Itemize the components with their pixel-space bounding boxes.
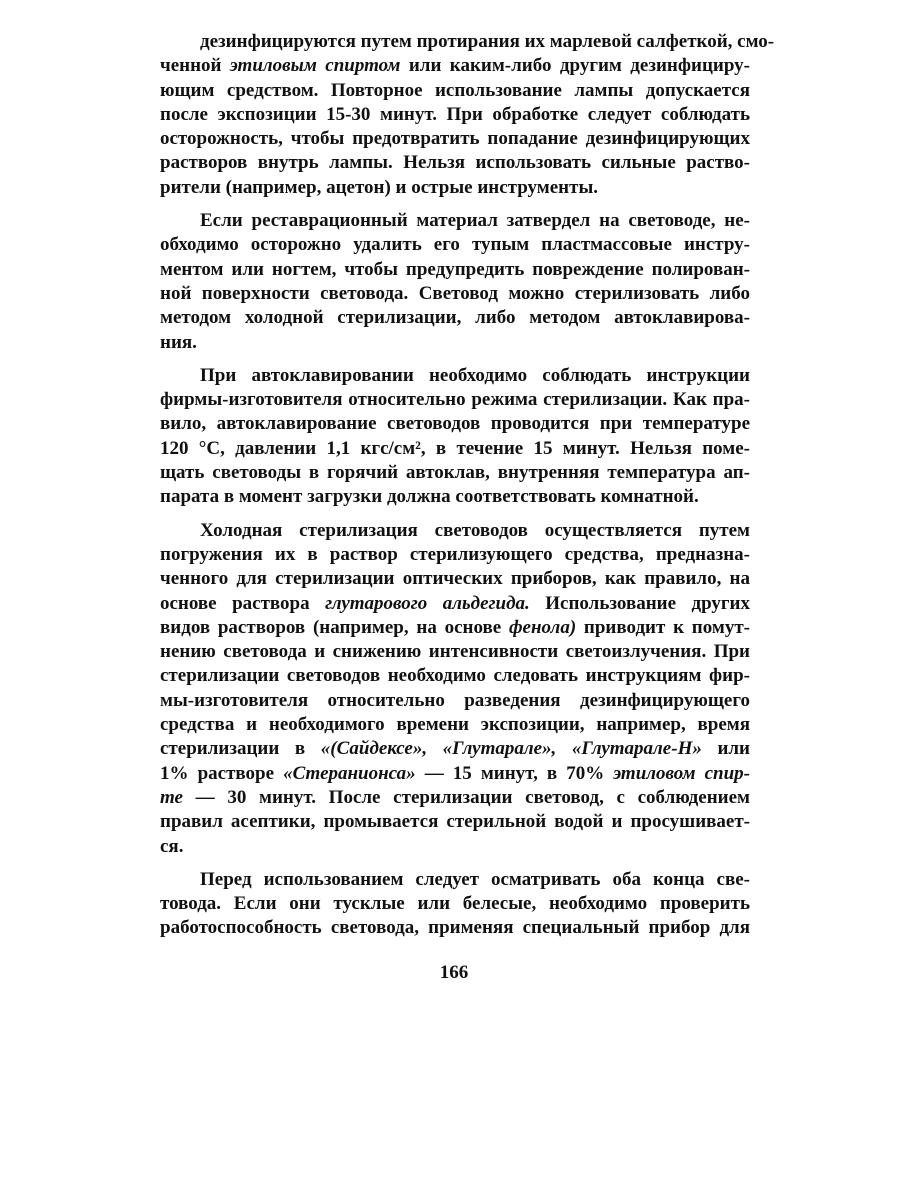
text-line	[160, 209, 750, 233]
text-run: или каким-либо другим дезинфициру-	[400, 55, 750, 77]
text-run: фирмы-изготовителя относительно режима стерилизации. Как пра-	[160, 389, 750, 411]
text-line	[160, 868, 750, 892]
text-run: Использование других	[529, 592, 750, 614]
text-line	[160, 810, 750, 834]
text-line	[160, 461, 750, 485]
text-line	[160, 689, 750, 713]
text-run: ющим средством. Повторное использование лампы допускается	[160, 79, 750, 101]
text-run: товода. Если они тусклые или белесые, необходимо проверить	[160, 893, 750, 915]
paragraph	[160, 868, 750, 941]
italic-term: те	[160, 786, 183, 808]
text-run: вило, автоклавирование световодов проводится при температуре	[160, 413, 750, 435]
text-run: ния.	[160, 331, 197, 353]
italic-term: «Стеранионса»	[283, 762, 416, 784]
text-run: ментом или ногтем, чтобы предупредить повреждение полирован-	[160, 258, 750, 280]
text-run: приводит к помут-	[576, 616, 750, 638]
text-line	[160, 331, 750, 355]
text-run: средства и необходимого времени экспозиции, например, время	[160, 714, 750, 736]
text-run: или	[701, 738, 750, 760]
text-run: погружения их в раствор стерилизующего средства, предназна-	[160, 543, 750, 565]
paragraph	[160, 30, 775, 200]
text-line	[160, 233, 750, 257]
text-line	[160, 762, 750, 786]
italic-term: этиловом спир-	[613, 762, 751, 784]
paragraph	[160, 209, 750, 355]
text-line	[160, 412, 750, 436]
body-text	[160, 30, 775, 950]
text-run: после экспозиции 15-30 минут. При обработке следует соблюдать	[160, 103, 750, 125]
text-run: осторожность, чтобы предотвратить попадание дезинфицирующих	[160, 128, 750, 150]
text-line	[160, 54, 750, 78]
italic-term: «(Сайдексе», «Глутарале», «Глутарале-Н»	[320, 738, 702, 760]
text-line	[160, 364, 750, 388]
text-line	[160, 640, 750, 664]
text-run: При автоклавировании необходимо соблюдать инструкции	[200, 364, 750, 386]
text-line	[160, 616, 750, 640]
text-run: ченной	[160, 55, 230, 77]
text-run: видов растворов (например, на основе	[160, 616, 509, 638]
text-run: парата в момент загрузки должна соответствовать комнатной.	[160, 486, 699, 508]
text-line	[160, 127, 750, 151]
text-run: дезинфицируются путем протирания их марлевой салфеткой, смо-	[200, 31, 775, 52]
text-run: ной поверхности световода. Световод можно стерилизовать либо	[160, 282, 750, 304]
text-run: Холодная стерилизация световодов осуществляется путем	[200, 519, 750, 541]
text-run: основе раствора	[160, 592, 326, 614]
text-run: мы-изготовителя относительно разведения дезинфицирующего	[160, 689, 750, 711]
text-line	[160, 306, 750, 330]
text-run: 1% растворе	[160, 762, 284, 784]
text-run: — 15 минут, в 70%	[415, 762, 614, 784]
text-line	[160, 176, 750, 200]
text-run: стерилизации световодов необходимо следовать инструкциям фир-	[160, 665, 750, 687]
text-line	[160, 30, 775, 54]
text-line	[160, 786, 750, 810]
text-run: Если реставрационный материал затвердел на световоде, не-	[200, 210, 750, 232]
text-line	[160, 282, 750, 306]
text-run: рители (например, ацетон) и острые инструменты.	[160, 176, 599, 198]
text-run: щать световоды в горячий автоклав, внутренняя температура ап-	[160, 462, 750, 484]
text-line	[160, 713, 750, 737]
text-run: методом холодной стерилизации, либо методом автоклавирова-	[160, 307, 750, 329]
text-line	[160, 485, 750, 509]
text-run: 120 °С, давлении 1,1 кгс/см², в течение 15 минут. Нельзя поме-	[160, 437, 750, 459]
text-run: растворов внутрь лампы. Нельзя использовать сильные раство-	[160, 152, 750, 174]
text-run: обходимо осторожно удалить его тупым пластмассовые инстру-	[160, 234, 750, 256]
text-line	[160, 892, 750, 916]
text-run: нению световода и снижению интенсивности светоизлучения. При	[160, 641, 750, 663]
text-line	[160, 916, 750, 940]
text-line	[160, 664, 750, 688]
text-line	[160, 543, 750, 567]
italic-term: глутарового альдегида.	[325, 592, 530, 614]
text-run: Перед использованием следует осматривать оба конца све-	[200, 868, 750, 890]
text-line	[160, 567, 750, 591]
paragraph	[160, 519, 750, 859]
text-line	[160, 103, 750, 127]
text-line	[160, 437, 750, 461]
text-run: стерилизации в	[160, 738, 321, 760]
text-line	[160, 592, 750, 616]
text-line	[160, 835, 750, 859]
text-line	[160, 258, 750, 282]
text-run: ся.	[160, 835, 184, 857]
text-line	[160, 519, 750, 543]
text-line	[160, 79, 750, 103]
text-run: — 30 минут. После стерилизации световод, с соблюдением	[182, 786, 750, 808]
text-line	[160, 737, 750, 761]
text-run: правил асептики, промывается стерильной водой и просушивает-	[160, 811, 750, 833]
text-line	[160, 151, 750, 175]
text-run: ченного для стерилизации оптических приборов, как правило, на	[160, 568, 750, 590]
italic-term: фенола)	[508, 616, 577, 638]
text-line	[160, 388, 750, 412]
page-number: 166	[439, 962, 469, 983]
italic-term: этиловым спиртом	[229, 55, 401, 77]
text-run: работоспособность световода, применяя специальный прибор для	[160, 917, 750, 939]
paragraph	[160, 364, 750, 510]
